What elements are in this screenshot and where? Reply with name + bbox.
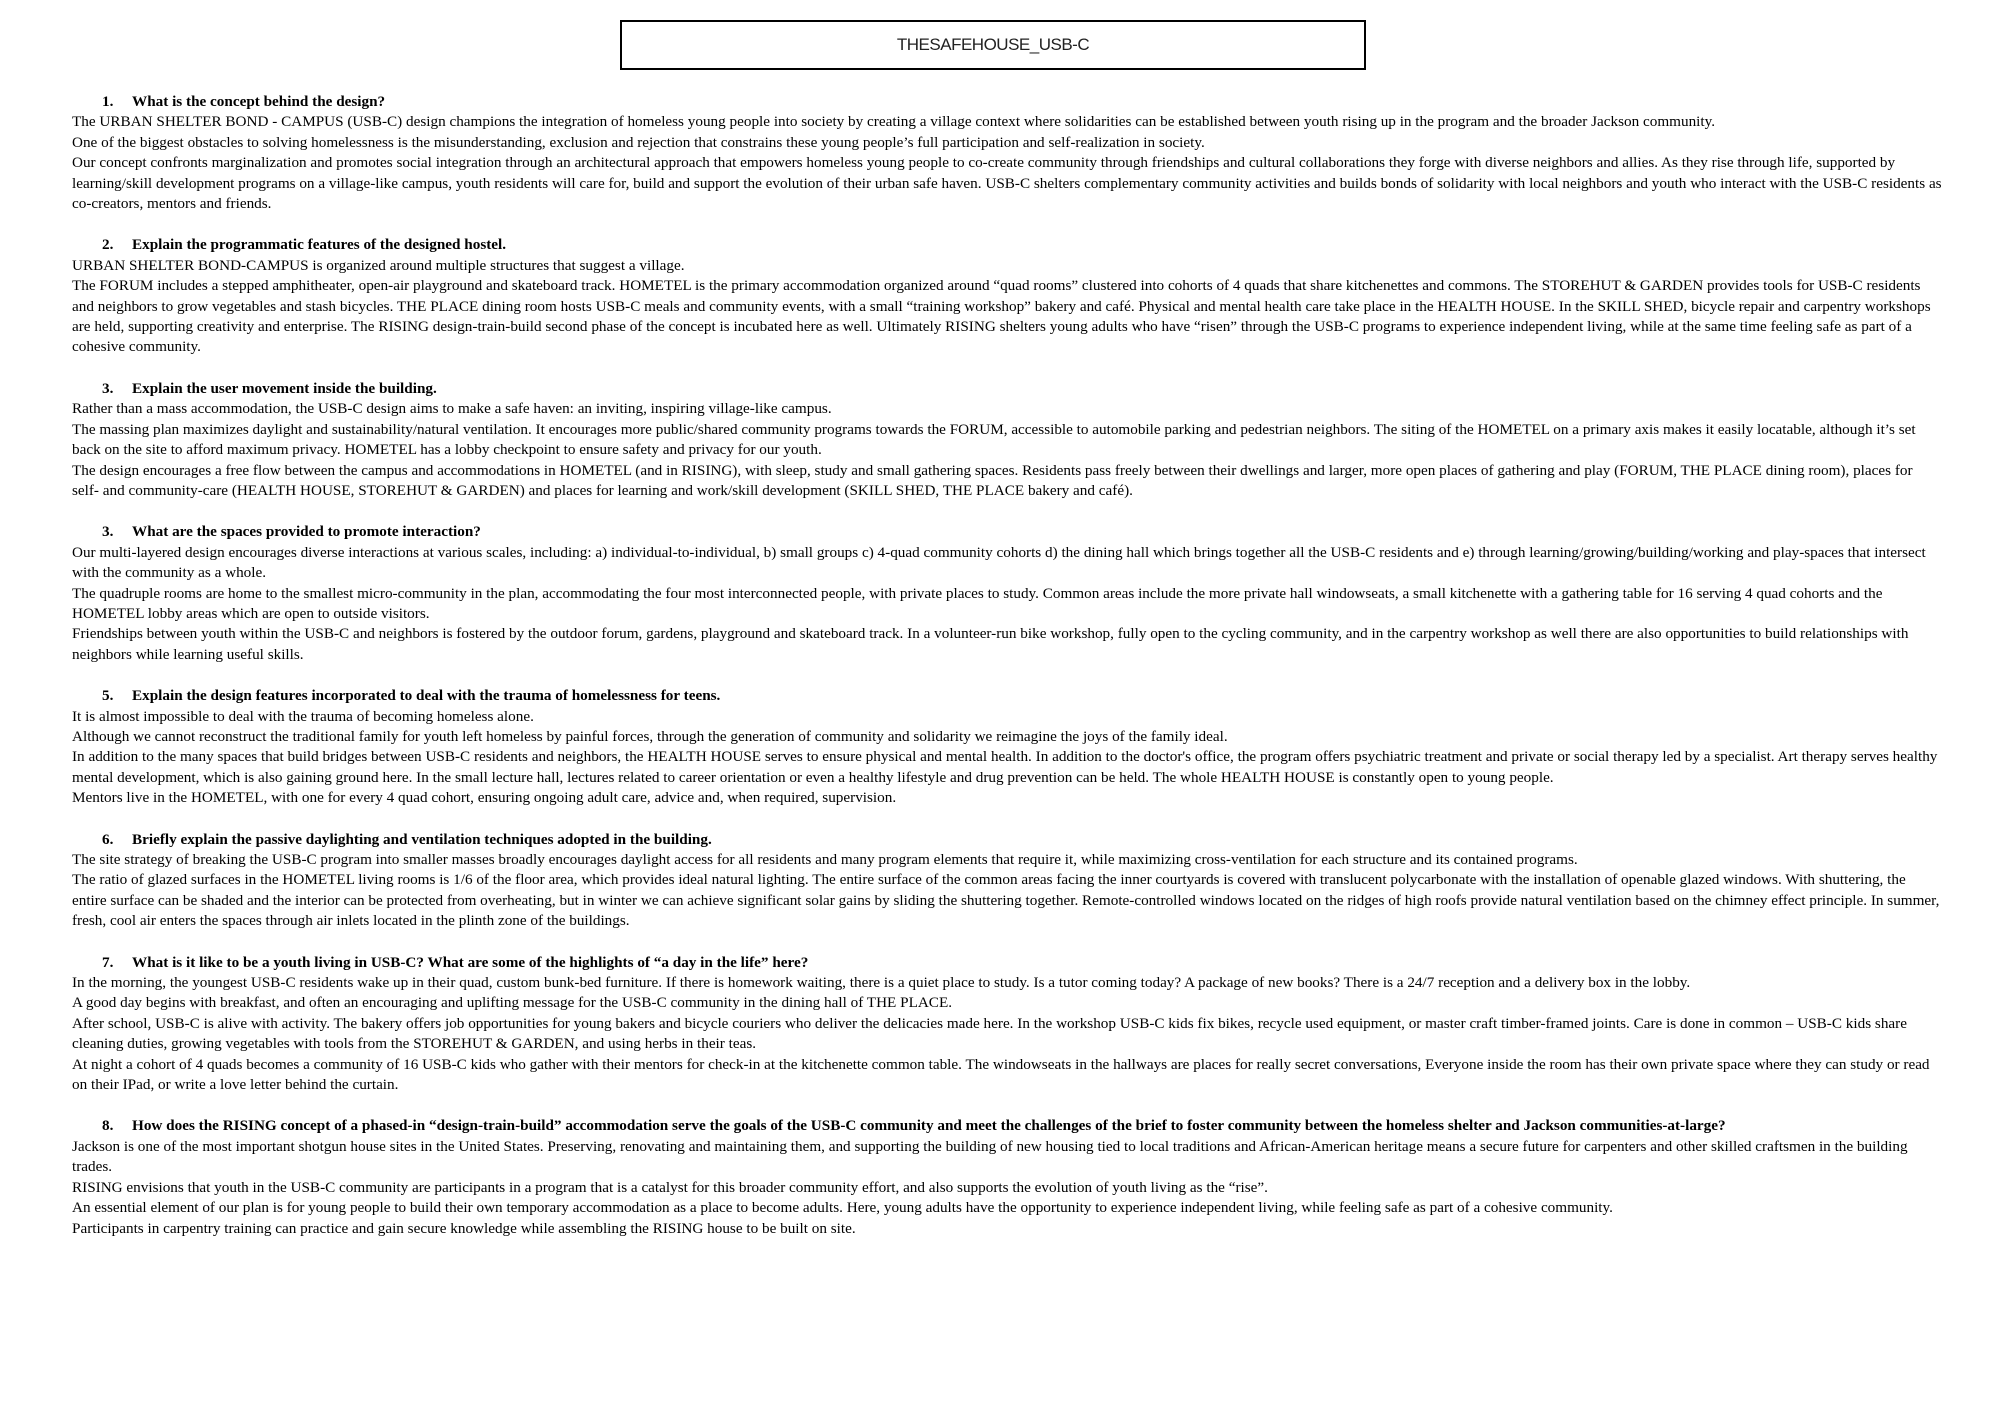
question-text: Explain the design features incorporated to deal with the trauma of homelessness for teens. — [132, 687, 721, 705]
question-text: Explain the programmatic features of the designed hostel. — [132, 236, 507, 254]
answer-paragraph: Mentors live in the HOMETEL, with one for every 4 quad cohort, ensuring ongoing adult care, advice and, when required, supervision. — [72, 789, 897, 807]
question-heading — [72, 686, 1942, 706]
question-text: What is the concept behind the design? — [132, 93, 386, 110]
answer-paragraph: URBAN SHELTER BOND-CAMPUS is organized around multiple structures that suggest a village. — [72, 256, 685, 274]
answer-paragraph: RISING envisions that youth in the USB-C community are participants in a program that is a catalyst for this broader community effort, and also supports the evolution of youth living as the “rise”. — [72, 1178, 1268, 1196]
question-heading — [72, 522, 1942, 542]
section-1 — [72, 92, 1942, 214]
answer-paragraph: Jackson is one of the most important shotgun house sites in the United States. Preserving, renovating and maintaining them, and supporting the building of new housing tied to local traditions and African-American heritage means a secure future for carpenters and other skilled craftsmen in the building trades. — [72, 1137, 1908, 1176]
document-body — [72, 92, 1942, 1260]
answer-paragraph: The FORUM includes a stepped amphitheater, open-air playground and skateboard track. HOMETEL is the primary accommodation organized around “quad rooms” clustered into cohorts of 4 quads that share kitchenettes and commons. The STOREHUT & GARDEN provides tools for USB-C residents and neighbors to grow vegetables and stash bicycles. THE PLACE dining room hosts USB-C meals and community events, with a small “training workshop” bakery and café. Physical and mental health care take place in the HEALTH HOUSE. In the SKILL SHED, bicycle repair and carpentry workshops are held, supporting creativity and enterprise. The RISING design-train-build second phase of the concept is incubated here as well. Ultimately RISING shelters young adults who have “risen” through the USB-C programs to experience independent living, while at the same time feeling safe as part of a cohesive community. — [72, 277, 1931, 356]
question-heading — [72, 235, 1942, 255]
question-number: 2. — [102, 236, 114, 254]
answer-paragraph: The design encourages a free flow between the campus and accommodations in HOMETEL (and in RISING), with sleep, study and small gathering spaces. Residents pass freely between their dwellings and larger, more open places of gathering and play (FORUM, THE PLACE dining room), places for self- and community-care (HEALTH HOUSE, STOREHUT & GARDEN) and places for learning and work/skill development (SKILL SHED, THE PLACE bakery and café). — [72, 461, 1913, 499]
section-2 — [72, 235, 1942, 357]
section-5 — [72, 686, 1942, 808]
section-7 — [72, 953, 1942, 1096]
answer-paragraph: The quadruple rooms are home to the smallest micro-community in the plan, accommodating the four most interconnected people, with private places to study. Common areas include the more private hall windowseats, a small kitchenette with a gathering table for 16 serving 4 quad cohorts and the HOMETEL lobby areas which are open to outside visitors. — [72, 584, 1883, 622]
question-heading — [72, 379, 1942, 399]
section-6 — [72, 830, 1942, 932]
question-number: 3. — [102, 523, 114, 541]
answer-paragraph: One of the biggest obstacles to solving homelessness is the misunderstanding, exclusion and rejection that constrains these young people’s full participation and self-realization in society. — [72, 133, 1205, 151]
question-number: 8. — [102, 1117, 114, 1135]
answer-paragraph: After school, USB-C is alive with activity. The bakery offers job opportunities for young bakers and bicycle couriers who deliver the delicacies made here. In the workshop USB-C kids fix bikes, recycle used equipment, or master craft timber-framed joints. Care is done in common – USB-C kids share cleaning duties, growing vegetables with tools from the STOREHUT & GARDEN, and using herbs in their teas. — [72, 1014, 1907, 1053]
question-heading — [72, 953, 1942, 973]
section-3 — [72, 379, 1942, 501]
section-8 — [72, 1116, 1942, 1238]
document-title: THESAFEHOUSE_USB-C — [896, 35, 1090, 54]
question-number: 7. — [102, 953, 114, 971]
answer-paragraph: A good day begins with breakfast, and often an encouraging and uplifting message for the USB-C community in the dining hall of THE PLACE. — [72, 994, 953, 1012]
question-text: Explain the user movement inside the building. — [132, 379, 437, 397]
question-text: What are the spaces provided to promote interaction? — [132, 523, 481, 541]
answer-paragraph: In addition to the many spaces that build bridges between USB-C residents and neighbors, the HEALTH HOUSE serves to ensure physical and mental health. In addition to the doctor's office, the program offers psychiatric treatment and private or social therapy led by a specialist. Art therapy serves healthy mental development, which is also gaining ground here. In the small lecture hall, lectures related to career orientation or even a healthy lifestyle and drug prevention can be held. The whole HEALTH HOUSE is constantly open to young people. — [72, 748, 1938, 786]
question-text: Briefly explain the passive daylighting and ventilation techniques adopted in the building. — [132, 830, 712, 848]
answer-paragraph: Participants in carpentry training can practice and gain secure knowledge while assembling the RISING house to be built on site. — [72, 1219, 856, 1237]
answer-paragraph: Our concept confronts marginalization and promotes social integration through an architectural approach that empowers homeless young people to co-create community through friendships and cultural collaborations they forge with diverse neighbors and allies. As they rise through life, supported by learning/skill development programs on a village-like campus, youth residents will care for, build and support the evolution of their urban safe haven. USB-C shelters complementary community activities and builds bonds of solidarity with local neighbors and youth who interact with the USB-C residents as co-creators, mentors and friends. — [72, 154, 1942, 213]
answer-paragraph: In the morning, the youngest USB-C residents wake up in their quad, custom bunk-bed furniture. If there is homework waiting, there is a quiet place to study. Is a tutor coming today? A package of new books? There is a 24/7 reception and a delivery box in the lobby. — [72, 974, 1691, 992]
answer-paragraph: It is almost impossible to deal with the trauma of becoming homeless alone. — [72, 707, 534, 725]
question-heading — [72, 1116, 1942, 1136]
question-number: 3. — [102, 379, 114, 397]
answer-paragraph: Rather than a mass accommodation, the USB-C design aims to make a safe haven: an inviting, inspiring village-like campus. — [72, 400, 832, 418]
document-title-box — [620, 20, 1366, 70]
answer-paragraph: The ratio of glazed surfaces in the HOMETEL living rooms is 1/6 of the floor area, which provides ideal natural lighting. The entire surface of the common areas facing the inner courtyards is covered with translucent polycarbonate with the installation of openable glazed windows. With shuttering, the entire surface can be shaded and the interior can be protected from overheating, but in winter we can achieve significant solar gains by sliding the shuttering together. Remote-controlled windows located on the ridges of high roofs provide natural ventilation based on the chimney effect principle. In summer, fresh, cool air enters the spaces through air inlets located in the plinth zone of the buildings. — [72, 871, 1940, 930]
question-text: What is it like to be a youth living in USB-C? What are some of the highlights of “a day in the life” here? — [132, 953, 809, 971]
answer-paragraph: An essential element of our plan is for young people to build their own temporary accommodation as a place to become adults. Here, young adults have the opportunity to experience independent living, while feeling safe as part of a cohesive community. — [72, 1199, 1613, 1217]
question-heading — [72, 830, 1942, 850]
answer-paragraph: The massing plan maximizes daylight and sustainability/natural ventilation. It encourages more public/shared community programs towards the FORUM, accessible to automobile parking and pedestrian neighbors. The siting of the HOMETEL on a primary axis makes it easily locatable, although it’s set back on the site to afford maximum privacy. HOMETEL has a lobby checkpoint to ensure safety and privacy for our youth. — [72, 420, 1916, 459]
answer-paragraph: At night a cohort of 4 quads becomes a community of 16 USB-C kids who gather with their mentors for check-in at the kitchenette common table. The windowseats in the hallways are places for really secret conversations, Everyone inside the room has their own private space where they can study or read on their IPad, or write a love letter behind the curtain. — [72, 1055, 1930, 1094]
answer-paragraph: Our multi-layered design encourages diverse interactions at various scales, including: a) individual-to-individual, b) small groups c) 4-quad community cohorts d) the dining hall which brings together all the USB-C residents and e) through learning/growing/building/working and play-spaces that intersect with the community as a whole. — [72, 543, 1926, 582]
question-number: 6. — [102, 830, 114, 848]
question-heading — [72, 92, 1942, 112]
question-number: 1. — [102, 93, 114, 110]
question-text: How does the RISING concept of a phased-in “design-train-build” accommodation serve the goals of the USB-C community and meet the challenges of the brief to foster community between the homeless shelter and Jackson communities-at-large? — [132, 1117, 1726, 1135]
answer-paragraph: Friendships between youth within the USB-C and neighbors is fostered by the outdoor forum, gardens, playground and skateboard track. In a volunteer-run bike workshop, fully open to the cycling community, and in the carpentry workshop as well there are also opportunities to build relationships with neighbors while learning useful skills. — [72, 625, 1909, 663]
answer-paragraph: The URBAN SHELTER BOND - CAMPUS (USB-C) design champions the integration of homeless young people into society by creating a village context where solidarities can be established between youth rising up in the program and the broader Jackson community. — [72, 113, 1716, 131]
answer-paragraph: The site strategy of breaking the USB-C program into smaller masses broadly encourages daylight access for all residents and many program elements that require it, while maximizing cross-ventilation for each structure and its contained programs. — [72, 851, 1578, 868]
section-4 — [72, 522, 1942, 665]
answer-paragraph: Although we cannot reconstruct the traditional family for youth left homeless by painful forces, through the generation of community and solidarity we reimagine the joys of the family ideal. — [72, 727, 1228, 745]
question-number: 5. — [102, 687, 114, 705]
